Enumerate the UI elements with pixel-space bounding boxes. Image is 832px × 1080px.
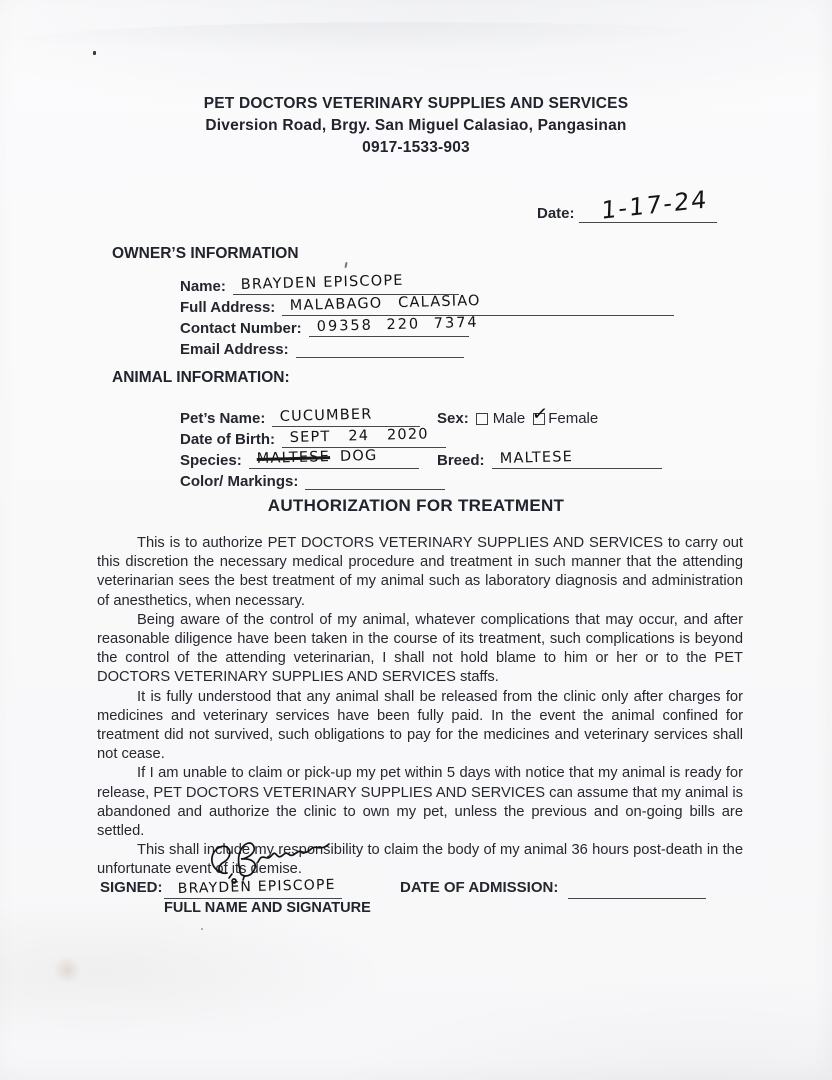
authorization-paragraph: If I am unable to claim or pick-up my pet within 5 days with notice that my animal is ready for release, PET DOCTORS VETERINARY SUPPLIES AND SERVICES can assume that my animal is abandoned and authorize the clinic to own my pet, unless the previous and on-going bills are settled. (97, 765, 743, 840)
owner-fields (180, 274, 674, 358)
breed-field (437, 448, 662, 469)
species-handwritten (256, 448, 377, 467)
authorization-title: AUTHORIZATION FOR TREATMENT (267, 496, 565, 515)
dob-field (180, 427, 446, 448)
breed-handwritten: MALTESE (499, 449, 573, 467)
pet-name-field (180, 406, 446, 427)
owner-contact-label: Contact Number: (180, 320, 302, 337)
date-field (537, 185, 717, 225)
authorization-paragraphs (97, 534, 743, 880)
species-corrected-text: DOG (339, 447, 378, 465)
dob-label: Date of Birth: (180, 431, 275, 448)
authorization-paragraph: Being aware of the control of my animal, whatever complications that may occur, and after reasonable diligence have been taken in the course of its treatment, such complications is beyond the control of the attending veterinarian, I shall not hold blame to him or her or to the PET DOCTORS VETERINARY SUPPLIES AND SERVICES staffs. (97, 611, 743, 686)
color-markings-field (180, 469, 446, 490)
owner-email-field (180, 337, 674, 358)
owner-address-line (282, 293, 674, 316)
owner-contact-handwritten: 09358 220 7374 (316, 314, 479, 335)
female-checkbox (531, 402, 550, 426)
letterhead (0, 93, 832, 159)
date-line (579, 185, 717, 225)
owner-section-heading: OWNER’S INFORMATION (112, 245, 299, 262)
admission-date-line (568, 880, 706, 899)
species-line (249, 447, 419, 469)
admission-date-label: DATE OF ADMISSION: (400, 879, 559, 896)
checkmark-icon: ✓ (531, 402, 550, 426)
signature-caption: FULL NAME AND SIGNATURE (164, 900, 371, 916)
owner-name-handwritten: BRAYDEN EPISCOPE (240, 272, 404, 293)
owner-email-label: Email Address: (180, 341, 289, 358)
date-handwritten: 1-17-24 (600, 185, 709, 225)
signed-label: SIGNED: (100, 879, 163, 896)
clinic-address: Diversion Road, Brgy. San Miguel Calasiao, Pangasinan (205, 117, 627, 134)
ink-speck (344, 262, 347, 268)
species-struck-text: MALTESE (256, 449, 330, 467)
dob-line (282, 426, 446, 448)
paper-smudge (54, 955, 80, 985)
authorization-paragraph: It is fully understood that any animal shall be released from the clinic only after charges for medicines and veterinary services have been fully paid. In the event the animal confined for treatment did not survived, such obligations to pay for the medicines and veterinary services shall not cease. (97, 688, 743, 763)
species-field (180, 448, 446, 469)
owner-contact-field (180, 316, 674, 337)
pet-name-line (272, 406, 420, 427)
pet-name-label: Pet’s Name: (180, 410, 266, 427)
clinic-phone: 0917-1533-903 (362, 139, 470, 156)
pet-name-handwritten: CUCUMBER (279, 406, 374, 425)
breed-label: Breed: (437, 452, 485, 469)
dob-handwritten: SEPT 24 2020 (289, 426, 429, 446)
clinic-name: PET DOCTORS VETERINARY SUPPLIES AND SERVICES (203, 95, 629, 112)
owner-name-label: Name: (180, 278, 226, 295)
sex-label: Sex: (437, 410, 469, 427)
owner-email-line (296, 340, 464, 358)
signed-line (164, 876, 342, 899)
owner-name-line (233, 272, 459, 295)
male-option-label: Male (492, 410, 526, 427)
species-label: Species: (180, 452, 242, 469)
owner-address-field (180, 295, 674, 316)
color-markings-line (305, 472, 445, 490)
owner-address-label: Full Address: (180, 299, 276, 316)
owner-contact-line (309, 314, 479, 337)
ink-speck (201, 928, 203, 930)
authorization-paragraph: This is to authorize PET DOCTORS VETERINARY SUPPLIES AND SERVICES to carry out this discretion the necessary medical procedure and treatment in such manner that the attending veterinarian sees the best treatment of my animal such as laboratory diagnosis and administration of anesthetics, when necessary. (97, 535, 743, 609)
date-label: Date: (537, 205, 575, 222)
breed-line (492, 451, 662, 469)
animal-section-heading: ANIMAL INFORMATION: (112, 369, 290, 386)
animal-fields (180, 406, 446, 490)
color-markings-label: Color/ Markings: (180, 473, 299, 490)
signed-handwritten-name: BRAYDEN EPISCOPE (177, 876, 336, 897)
ink-speck (93, 51, 96, 55)
paper-crease (0, 22, 832, 68)
owner-name-field (180, 274, 674, 295)
sex-field (437, 402, 599, 427)
female-option-label: Female (548, 410, 599, 427)
owner-address-handwritten: MALABAGO CALASIAO (289, 293, 482, 314)
male-checkbox (476, 413, 488, 425)
authorization-paragraph: This shall include my responsibility to claim the body of my animal 36 hours post-death in the unfortunate event of its demise. (97, 842, 743, 878)
